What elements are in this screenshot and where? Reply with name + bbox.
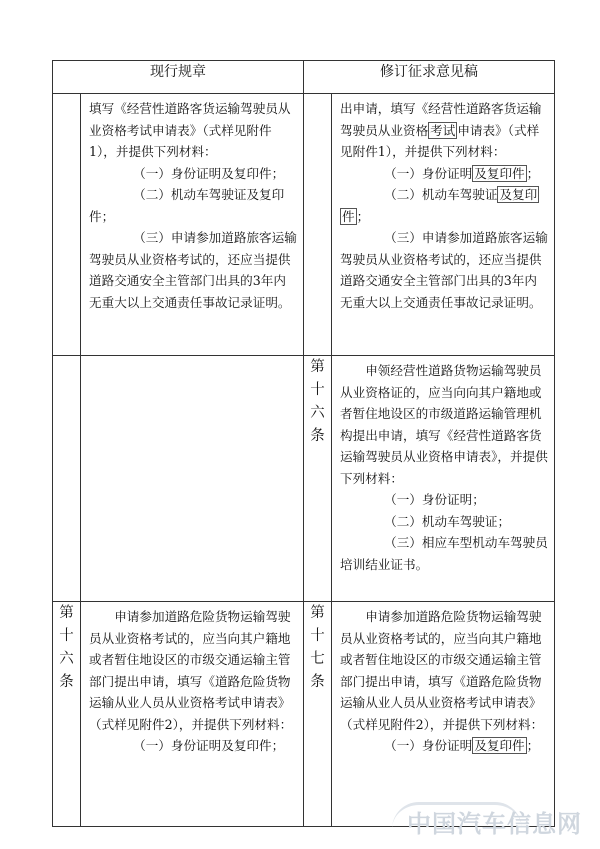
paragraph: （三）申请参加道路旅客运输驾驶员从业资格考试的，还应当提供道路交通安全主管部门出具的3年内无重大以上交通责任事故记录证明。 [340, 230, 548, 310]
table-row [53, 602, 555, 827]
revision-mark: 及复印件 [474, 738, 525, 753]
article-cell-empty [304, 94, 332, 356]
paragraph: （三）相应车型机动车驾驶员培训结业证书。 [340, 535, 548, 572]
header-current-rules: 现行规章 [53, 61, 304, 94]
paragraph [340, 735, 549, 757]
paragraph: （一）身份证明及复印件； [133, 738, 285, 753]
paragraph: 申请参加道路危险货物运输驾驶员从业资格考试的，应当向其户籍地或者暂住地设区的市级交通运输主管部门提出申请，填写《道路危险货物运输从业人员从业资格考试申请表》（式样见附件2），并提供下列材料： [89, 609, 293, 732]
article-char: 七 [310, 651, 325, 667]
draft-text-cell [332, 602, 555, 827]
table-row [53, 94, 555, 356]
paragraph: （一）身份证明及复印件； [133, 165, 285, 181]
paragraph: 申请参加道路危险货物运输驾驶员从业资格考试的，应当向其户籍地或者暂住地设区的市级交通运输主管部门提出申请，填写《道路危险货物运输从业人员从业资格考试申请表》（式样见附件2），并提供下列材料： [340, 609, 544, 732]
paragraph: 申领经营性道路货物运输驾驶员从业资格证的，应当向向其户籍地或者暂住地设区的市级道路运输管理机构提出申请，填写《经营性道路客货运输驾驶员从业资格申请表》，并提供下列材料： [340, 363, 548, 486]
draft-text-cell [332, 94, 555, 356]
text: 出申请，填写《经营性道路客货运输驾驶员从业资格 [340, 101, 542, 138]
article-char: 第 [59, 605, 74, 621]
article-number-16-draft [304, 356, 332, 602]
current-text-cell [81, 602, 304, 827]
article-number-17-draft [304, 602, 332, 827]
text: （一）身份证明 [384, 738, 473, 753]
article-number-16-current [53, 602, 81, 827]
paragraph [340, 163, 549, 185]
paragraph [340, 184, 549, 227]
article-char: 十 [310, 382, 325, 398]
revision-mark: 件 [342, 208, 355, 224]
revision-mark: 及复印件 [474, 165, 525, 181]
text: 申请表》（式样见附件1），并提供下列材料： [340, 122, 540, 159]
article-char: 条 [59, 674, 74, 690]
current-text-cell [81, 94, 304, 356]
article-cell-empty [53, 94, 81, 356]
revision-mark: 及复印 [499, 187, 538, 202]
table-row [53, 356, 555, 602]
article-char: 条 [310, 428, 325, 444]
article-char: 十 [310, 628, 325, 644]
paragraph: 填写《经营性道路客货运输驾驶员从业资格考试申请表》（式样见附件1），并提供下列材料： [89, 101, 291, 159]
draft-text-cell [332, 356, 555, 602]
current-text-cell-empty [81, 356, 304, 602]
header-revision-draft: 修订征求意见稿 [304, 61, 555, 94]
article-char: 第 [310, 359, 325, 375]
paragraph [340, 98, 549, 163]
article-char: 第 [310, 605, 325, 621]
paragraph: （一）身份证明； [384, 492, 485, 507]
table-header-row [53, 61, 555, 94]
article-char: 六 [310, 405, 325, 421]
paragraph: （二）机动车驾驶证； [384, 513, 511, 529]
revision-mark: 考试 [430, 122, 456, 138]
article-char: 十 [59, 628, 74, 644]
watermark-logo: 中国汽车信息网 [407, 810, 582, 838]
paragraph: （二）机动车驾驶证及复印件； [89, 187, 285, 224]
article-char: 六 [59, 651, 74, 667]
text: （一）身份证明 [384, 165, 473, 181]
text: （二）机动车驾驶证 [384, 187, 498, 202]
text: ； [526, 165, 540, 181]
article-cell-empty [53, 356, 81, 602]
comparison-table [52, 60, 555, 827]
paragraph: （三）申请参加道路旅客运输驾驶员从业资格考试的，还应当提供道路交通安全主管部门出具的3年内无重大以上交通责任事故记录证明。 [89, 230, 297, 310]
text: ； [356, 208, 370, 224]
text: ； [526, 738, 540, 753]
article-char: 条 [310, 674, 325, 690]
